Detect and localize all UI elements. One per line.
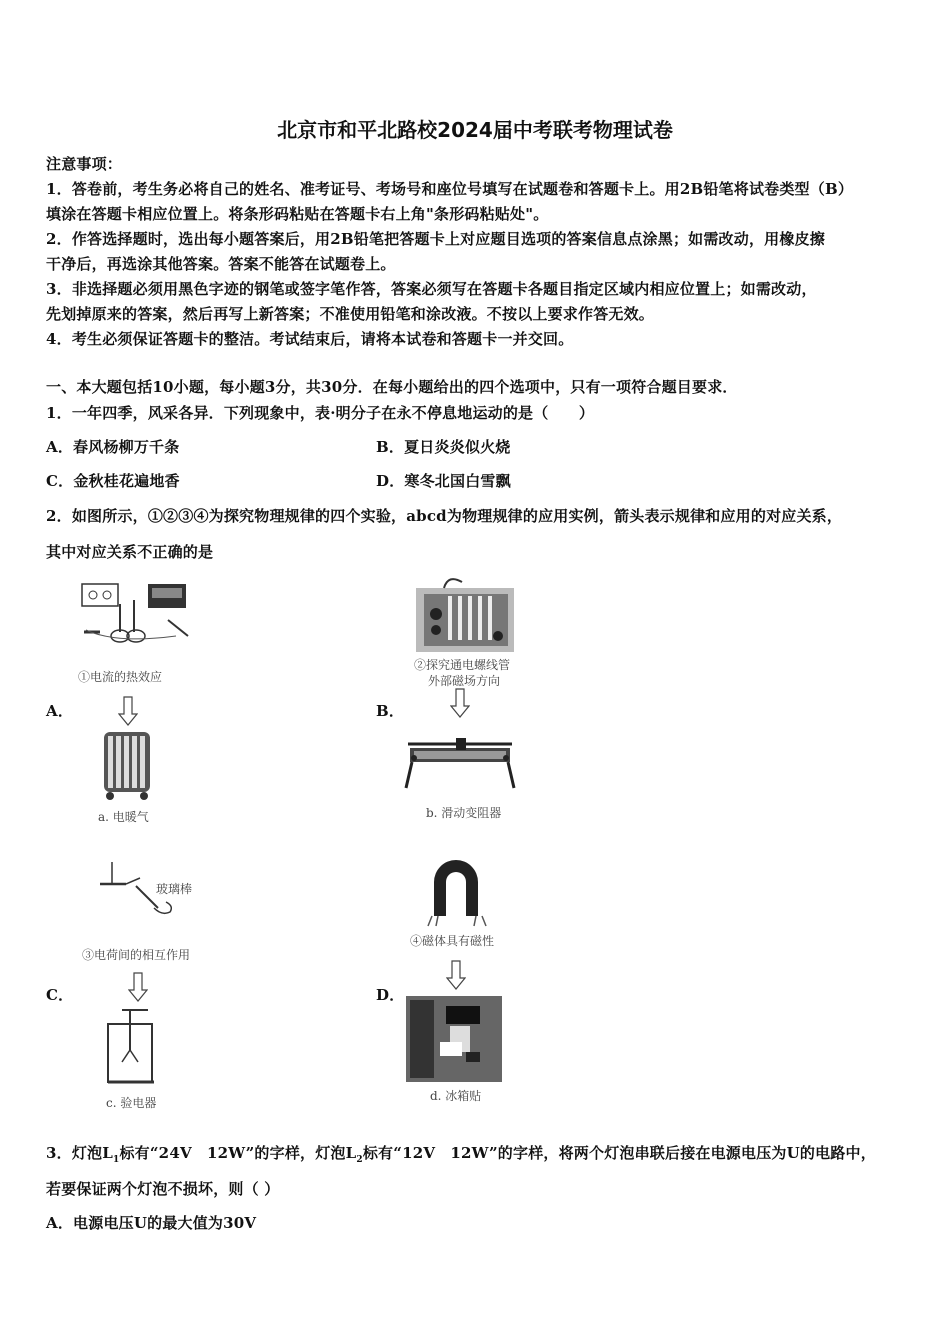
q2-option-b: B． <box>376 702 405 720</box>
fig3-top-caption: ③电荷间的相互作用 <box>82 948 191 962</box>
notice-line: 先划掉原来的答案，然后再写上新答案；不准使用铅笔和涂改液。不按以上要求作答无效。 <box>46 305 655 323</box>
page-title: 北京市和平北路校2024届中考联考物理试卷 <box>277 118 673 142</box>
horseshoe-magnet-figure <box>424 852 490 928</box>
rheostat-figure <box>404 736 516 792</box>
notice-line: 3．非选择题必须用黑色字迹的钢笔或签字笔作答，答案必须写在答题卡各题目指定区域内相应位置上；如需改动， <box>46 280 817 298</box>
down-arrow-icon <box>446 960 466 990</box>
q2-stem-line1: 2．如图所示，①②③④为探究物理规律的四个实验，abcd为物理规律的应用实例，箭头表示规律和应用的对应关系， <box>46 507 843 525</box>
fig4-bottom-caption: d. 冰箱贴 <box>430 1089 482 1103</box>
q1-option-a: A．春风杨柳万千条 <box>46 438 180 456</box>
fig2-bottom-caption: b. 滑动变阻器 <box>426 806 502 820</box>
notice-line: 2．作答选择题时，选出每小题答案后，用2B铅笔把答题卡上对应题目选项的答案信息点涂黑；如需改动，用橡皮擦 <box>46 230 825 248</box>
notice-line: 1．答卷前，考生务必将自己的姓名、准考证号、考场号和座位号填写在试题卷和答题卡上。用2B铅笔将试卷类型（B） <box>46 180 854 198</box>
q2-option-c: C． <box>46 986 74 1004</box>
down-arrow-icon <box>128 972 148 1002</box>
q3-option-a: A．电源电压U的最大值为30V <box>46 1214 257 1232</box>
glass-rod-label: 玻璃棒 <box>156 882 193 896</box>
electric-heater-figure <box>100 728 156 802</box>
fig1-top-caption: ①电流的热效应 <box>78 670 163 684</box>
q3-stem-line2: 若要保证两个灯泡不损坏，则（ ） <box>46 1180 280 1198</box>
notice-line: 4．考生必须保证答题卡的整洁。考试结束后，请将本试卷和答题卡一并交回。 <box>46 330 574 348</box>
fig3-bottom-caption: c. 验电器 <box>106 1096 157 1110</box>
solenoid-experiment-figure <box>414 574 518 654</box>
q2-option-d: D． <box>376 986 405 1004</box>
fridge-magnet-figure <box>406 996 502 1082</box>
electroscope-figure <box>102 1008 160 1088</box>
heating-experiment-figure <box>76 580 196 648</box>
q2-stem-line2: 其中对应关系不正确的是 <box>46 543 214 561</box>
down-arrow-icon <box>118 696 138 726</box>
notice-line: 干净后，再选涂其他答案。答案不能答在试题卷上。 <box>46 255 396 273</box>
q3-stem-line1: 3．灯泡$L_1$标有“24V 12W”的字样，灯泡$L_2$标有“12V 12W”的字样，将两个灯泡串联后接在电源电压为U的电路中， <box>46 1144 876 1165</box>
section-heading: 一、本大题包括10小题，每小题3分，共30分．在每小题给出的四个选项中，只有一项符合题目要求． <box>46 378 738 396</box>
q1-option-d: D．寒冬北国白雪飘 <box>376 472 511 490</box>
notice-heading: 注意事项： <box>46 155 123 173</box>
fig4-top-caption: ④磁体具有磁性 <box>410 934 495 948</box>
fig2-top-caption-line1: ②探究通电螺线管 <box>414 658 511 672</box>
q2-option-a: A． <box>46 702 74 720</box>
fig2-top-caption-line2: 外部磁场方向 <box>428 674 501 688</box>
q1-option-c: C．金秋桂花遍地香 <box>46 472 180 490</box>
down-arrow-icon <box>450 688 470 718</box>
q1-stem: 1．一年四季，风采各异．下列现象中，表·明分子在永不停息地运动的是（ ） <box>46 404 595 422</box>
q1-option-b: B．夏日炎炎似火烧 <box>376 438 511 456</box>
notice-line: 填涂在答题卡相应位置上。将条形码粘贴在答题卡右上角"条形码粘贴处"。 <box>46 205 549 223</box>
fig1-bottom-caption: a. 电暖气 <box>98 810 149 824</box>
